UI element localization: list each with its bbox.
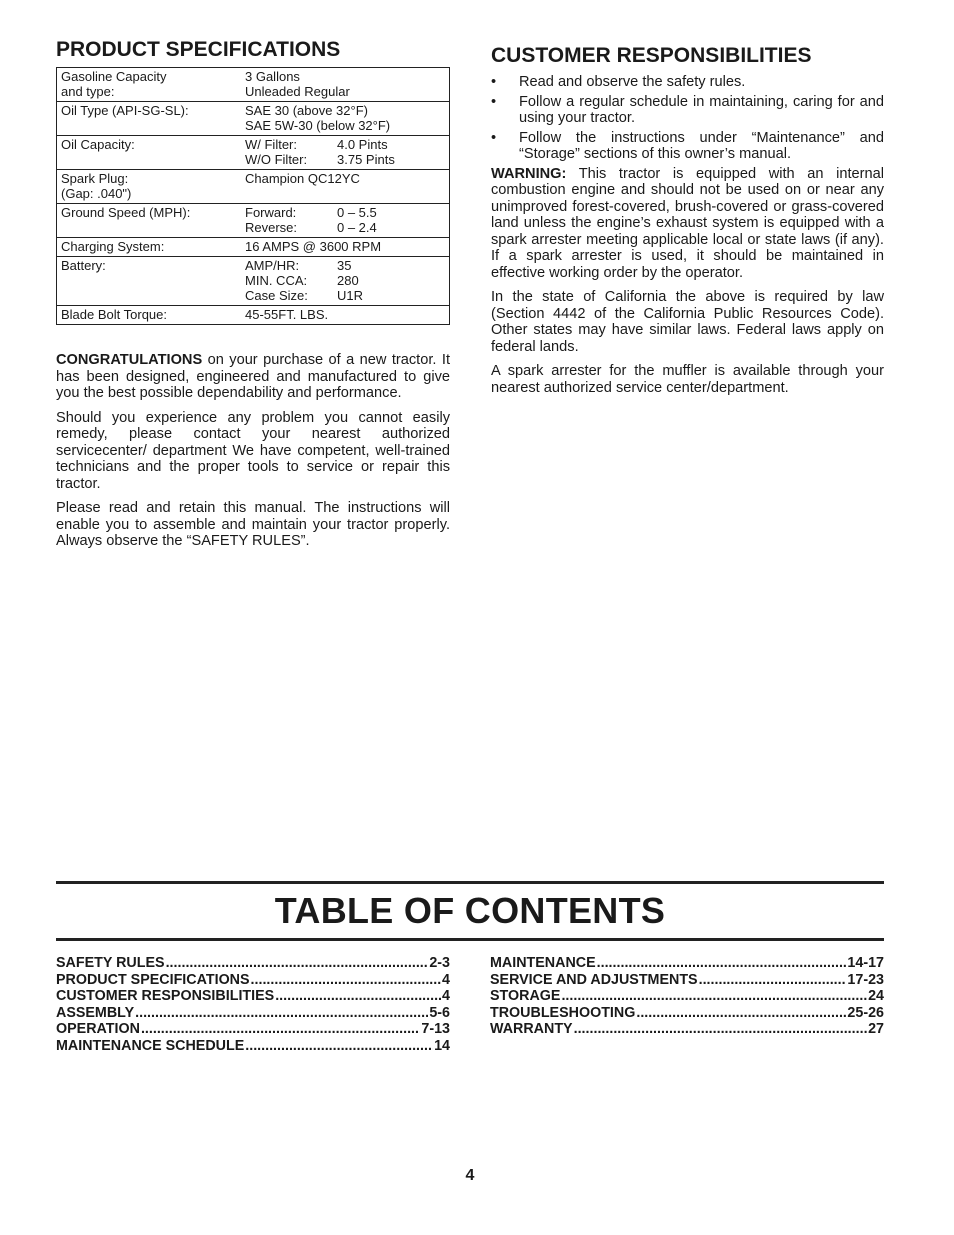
toc-entry bbox=[490, 972, 884, 989]
toc-entry-label: ASSEMBLY bbox=[56, 1004, 135, 1021]
spark-arrester-paragraph: A spark arrester for the muffler is available through your nearest authorized service center/department. bbox=[491, 363, 884, 396]
page-number: 4 bbox=[465, 1167, 475, 1184]
spec-table bbox=[56, 67, 450, 325]
list-item: • Read and observe the safety rules. bbox=[491, 74, 746, 90]
spec-value: AMP/HR: 35 MIN. CCA: 280 Case Size: U1R bbox=[241, 257, 450, 306]
toc-entry-label: PRODUCT SPECIFICATIONS bbox=[56, 971, 250, 988]
spec-value: W/ Filter: 4.0 Pints W/O Filter: 3.75 Pints bbox=[241, 136, 450, 170]
spec-label: Charging System: bbox=[57, 238, 242, 257]
spec-value: SAE 30 (above 32°F) SAE 5W-30 (below 32°F) bbox=[241, 102, 450, 136]
congratulations-lead: CONGRATULATIONS bbox=[56, 352, 203, 368]
toc-entry-page: 27 bbox=[868, 1021, 884, 1038]
customer-responsibilities-heading: CUSTOMER RESPONSIBILITIES bbox=[491, 44, 812, 67]
toc-entry bbox=[490, 1005, 884, 1022]
toc-entry bbox=[56, 988, 450, 1005]
toc-title: TABLE OF CONTENTS bbox=[274, 890, 666, 931]
spec-label: Oil Capacity: bbox=[57, 136, 242, 170]
spec-value: Forward: 0 – 5.5 Reverse: 0 – 2.4 bbox=[241, 204, 450, 238]
toc-entry-page: 4 bbox=[442, 988, 450, 1005]
toc-entry bbox=[490, 1021, 884, 1038]
toc-entry bbox=[56, 1005, 450, 1022]
manual-paragraph: Please read and retain this manual. The instructions will enable you to assemble and maintain your tractor properly. Always observe the “SAFETY RULES”. bbox=[56, 500, 450, 549]
intro-section bbox=[56, 352, 450, 550]
toc-left-column bbox=[56, 955, 450, 1055]
table-row bbox=[57, 204, 450, 238]
list-item: • Follow the instructions under “Maintenance” and “Storage” sections of this owner’s manual. bbox=[491, 129, 884, 162]
table-row bbox=[57, 136, 450, 170]
toc-leader-dots bbox=[636, 1005, 846, 1022]
toc-bottom-rule bbox=[56, 938, 884, 941]
toc-leader-dots bbox=[561, 988, 867, 1005]
spec-label: Oil Type (API-SG-SL): bbox=[57, 102, 242, 136]
spec-label: Battery: bbox=[57, 257, 242, 306]
toc-columns bbox=[56, 955, 884, 1055]
toc-entry bbox=[490, 955, 884, 972]
spec-value: 3 Gallons Unleaded Regular bbox=[245, 69, 350, 99]
toc-entry-page: 2-3 bbox=[429, 955, 450, 971]
table-row bbox=[57, 68, 450, 102]
toc-entry-page: 25-26 bbox=[847, 1004, 884, 1021]
toc-entry bbox=[56, 1038, 450, 1055]
right-column bbox=[491, 44, 884, 404]
toc-entry-page: 4 bbox=[442, 971, 450, 988]
toc-entry-label: SERVICE AND ADJUSTMENTS bbox=[490, 971, 698, 988]
product-specifications-heading: PRODUCT SPECIFICATIONS bbox=[56, 38, 341, 61]
table-row bbox=[57, 257, 450, 306]
congratulations-text: on your purchase of a new tractor. It has been designed, engineered and manufactured to give you the best possible dependability and performance. bbox=[56, 352, 450, 401]
toc-entry-page: 14-17 bbox=[847, 955, 884, 971]
toc-entry-page: 17-23 bbox=[847, 971, 884, 988]
toc-entry-page: 5-6 bbox=[429, 1004, 450, 1021]
toc-entry-page: 7-13 bbox=[421, 1021, 450, 1038]
toc-leader-dots bbox=[141, 1021, 420, 1038]
toc-entry-label: MAINTENANCE bbox=[490, 955, 596, 971]
table-row bbox=[57, 102, 450, 136]
toc-leader-dots bbox=[135, 1005, 428, 1022]
toc-leader-dots bbox=[275, 988, 441, 1005]
warning-text: This tractor is equipped with an internal combustion engine and should not be used on or near any unimproved forest-covered, brush-covered or grass-covered land unless the engine’s exhaust system is equipped with a spark arrester meeting applicable local or state laws (if any). If a spark arrester is used, it should be maintained in effective working order by the operator. bbox=[491, 165, 884, 281]
toc-entry-label: OPERATION bbox=[56, 1021, 140, 1038]
spec-value: 16 AMPS @ 3600 RPM bbox=[241, 238, 450, 257]
toc-entry-label: WARRANTY bbox=[490, 1021, 573, 1038]
toc-entry-label: CUSTOMER RESPONSIBILITIES bbox=[56, 988, 275, 1005]
toc-leader-dots bbox=[166, 955, 429, 972]
toc-leader-dots bbox=[251, 972, 442, 989]
toc-entry-page: 14 bbox=[434, 1037, 450, 1054]
california-paragraph: In the state of California the above is required by law (Section 4442 of the California Public Resources Code). Other states may have similar laws. Federal laws apply on federal lands. bbox=[491, 289, 884, 355]
spec-label: Spark Plug: (Gap: .040") bbox=[57, 170, 242, 204]
spec-label: Blade Bolt Torque: bbox=[57, 306, 242, 325]
bullet-icon: • bbox=[491, 129, 497, 146]
toc-entry bbox=[56, 955, 450, 972]
spec-label: Ground Speed (MPH): bbox=[57, 204, 242, 238]
toc-top-rule bbox=[56, 881, 884, 884]
warning-paragraph bbox=[491, 166, 884, 282]
toc-leader-dots bbox=[699, 972, 847, 989]
list-item: • Follow a regular schedule in maintaining, caring for and using your tractor. bbox=[491, 93, 884, 126]
bullet-icon: • bbox=[491, 93, 497, 110]
table-row bbox=[57, 170, 450, 204]
toc-leader-dots bbox=[574, 1021, 867, 1038]
warning-lead: WARNING: bbox=[491, 165, 567, 182]
spec-label: Gasoline Capacity and type: bbox=[61, 69, 167, 99]
toc-entry-label: SAFETY RULES bbox=[56, 955, 165, 971]
toc-entry-label: STORAGE bbox=[490, 988, 561, 1005]
table-row bbox=[57, 238, 450, 257]
toc-leader-dots bbox=[597, 955, 847, 972]
service-paragraph: Should you experience any problem you cannot easily remedy, please contact your nearest authorized servicecenter/ department We have competent, well-trained technicians and the proper tools to service or repair this tractor. bbox=[56, 409, 450, 492]
toc-entry-label: TROUBLESHOOTING bbox=[490, 1004, 636, 1021]
toc-right-column bbox=[490, 955, 884, 1055]
spec-value: 45-55FT. LBS. bbox=[241, 306, 450, 325]
left-column bbox=[56, 38, 450, 558]
responsibilities-list bbox=[491, 74, 884, 163]
table-of-contents bbox=[56, 881, 884, 1055]
congratulations-paragraph bbox=[56, 352, 450, 402]
toc-entry-page: 24 bbox=[868, 988, 884, 1005]
bullet-icon: • bbox=[491, 74, 497, 90]
spec-value: Champion QC12YC bbox=[241, 170, 450, 204]
toc-entry bbox=[56, 1021, 450, 1038]
toc-leader-dots bbox=[245, 1038, 433, 1055]
table-row bbox=[57, 306, 450, 325]
toc-entry-label: MAINTENANCE SCHEDULE bbox=[56, 1037, 245, 1054]
toc-entry bbox=[490, 988, 884, 1005]
toc-entry bbox=[56, 972, 450, 989]
